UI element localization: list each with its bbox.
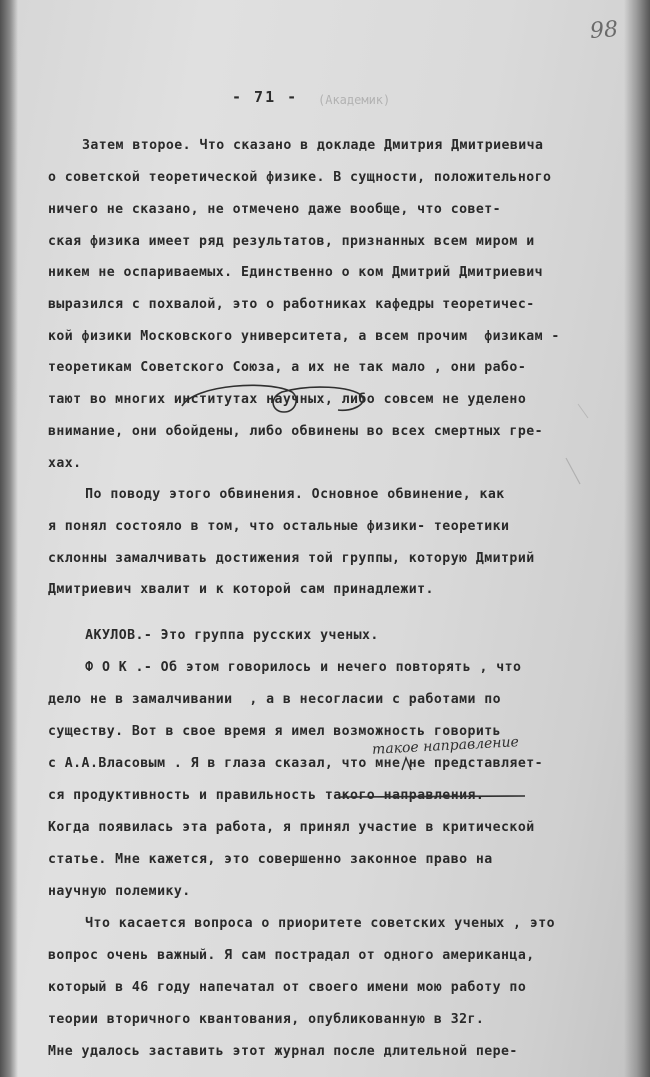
pencil-tick <box>578 404 588 418</box>
text-line: кой физики Московского университета, а всем прочим физикам - <box>48 329 560 344</box>
scan-right-edge <box>624 0 650 1077</box>
text-line: статье. Мне кажется, это совершенно законное право на <box>48 852 493 867</box>
text-line: Что касается вопроса о приоритете советских ученых , это <box>60 916 555 931</box>
text-line: тают во многих институтах научных, либо совсем не уделено <box>48 392 527 407</box>
text-line: выразился с похвалой, это о работниках кафедры теоретичес- <box>48 297 535 312</box>
page-number: - 71 - <box>232 88 299 106</box>
text-line: Мне удалось заставить этот журнал после длительной пере- <box>48 1044 518 1059</box>
text-line: склонны замалчивать достижения той группы, которую Дмитрий <box>48 551 535 566</box>
text-line: о советской теоретической физике. В сущности, положительного <box>48 170 552 185</box>
speaker-line: Ф О К .- Об этом говорилось и нечего повторять , что <box>60 660 522 675</box>
text-line: теоретикам Советского Союза, а их не так мало , они рабо- <box>48 360 527 375</box>
text-line: научную полемику. <box>48 884 191 899</box>
text-line: я понял состояло в том, что остальные физики- теоретики <box>48 519 510 534</box>
text-line: Дмитриевич хвалит и к которой сам принадлежит. <box>48 582 434 597</box>
text-line: никем не оспариваемых. Единственно о ком Дмитрий Дмитриевич <box>48 265 543 280</box>
archive-sheet-number: 98 <box>589 17 619 44</box>
pencil-tick <box>566 458 580 484</box>
text-line: который в 46 году напечатал от своего имени мою работу по <box>48 980 527 995</box>
text-line: дело не в замалчивании , а в несогласии с работами по <box>48 692 502 707</box>
text-line: теории вторичного квантования, опубликованную в 32г. <box>48 1012 485 1027</box>
text-line: внимание, они обойдены, либо обвинены во всех смертных гре- <box>48 424 543 439</box>
text-line: ская физика имеет ряд результатов, признанных всем миром и <box>48 234 535 249</box>
handwritten-insertion: такое направление <box>371 734 520 758</box>
text-line: По поводу этого обвинения. Основное обвинение, как <box>60 487 505 502</box>
faded-annotation: (Академик) <box>318 93 391 107</box>
text-line: Затем второе. Что сказано в докладе Дмитрия Дмитриевича <box>82 138 544 153</box>
text-line: Когда появилась эта работа, я принял участие в критической <box>48 820 535 835</box>
text-line: ничего не сказано, не отмечено даже вообще, что совет- <box>48 202 502 217</box>
text-line: хах. <box>48 456 82 471</box>
text-line: ся продуктивность и правильность такого направления. <box>48 788 485 803</box>
speaker-line: АКУЛОВ.- Это группа русских ученых. <box>60 628 379 643</box>
text-line: вопрос очень важный. Я сам пострадал от одного американца, <box>48 948 535 963</box>
scan-left-edge <box>0 0 18 1077</box>
text-line: существу. Вот в свое время я имел возможность говорить <box>48 724 502 739</box>
text-line: с А.А.Власовым . Я в глаза сказал, что мне не представляет- <box>48 756 543 771</box>
